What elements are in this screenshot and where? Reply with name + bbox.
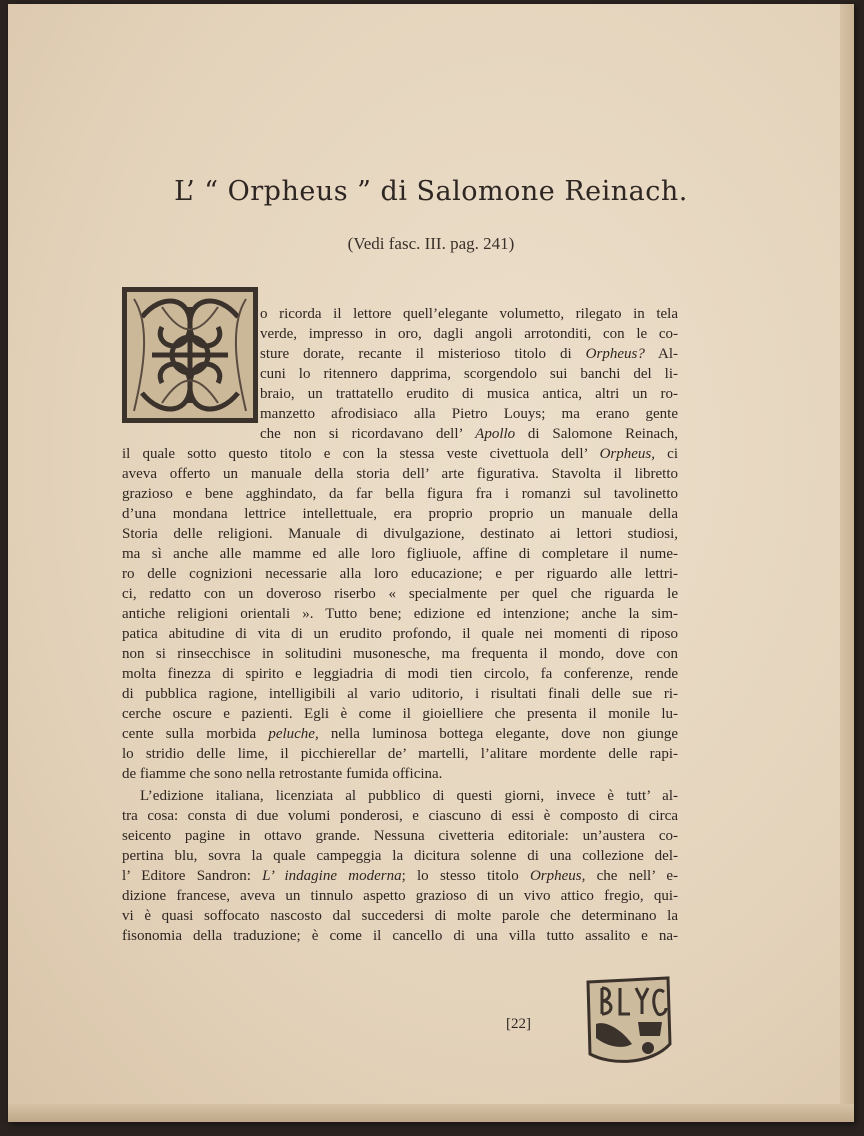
text-line: tra cosa: consta di due volumi ponderosi, e ciascuno di essi è composto di circa [122,808,678,824]
text-line: fisonomia della traduzione; è come il cancello di una villa tutto assalito e na- [122,928,678,944]
text-line: braio, un trattatello erudito di musica antica, altri un ro- [260,386,678,402]
text-line: molta finezza di spirito e leggiadria di modi tien circolo, fa conferenze, rende [122,666,678,682]
article-subtitle: (Vedi fasc. III. pag. 241) [347,234,515,253]
book-page [8,4,854,1122]
text-line: d’una mondana lettrice intellettuale, era proprio proprio un manuale della [122,506,678,522]
text-line: cente sulla morbida peluche, nella luminosa bottega elegante, dove non giunge [122,726,678,742]
text-line: manzetto afrodisiaco alla Pietro Louys; ma erano gente [260,406,678,422]
text-line: L’edizione italiana, licenziata al pubblico di questi giorni, invece è tutt’ al- [140,788,678,804]
text-line: de fiamme che sono nella retrostante fumida officina. [122,766,443,782]
text-line: sture dorate, recante il misterioso titolo di Orpheus? Al- [260,346,678,362]
article-title: L’ “ Orpheus ” di Salomone Reinach. [174,176,688,207]
text-line: seicento pagine in ottavo grande. Nessuna civetteria editoriale: un’austera co- [122,828,678,844]
text-line: di pubblica ragione, intelligibili al vario uditorio, i risultati finali delle sue ri- [122,686,678,702]
text-line: ma sì anche alle mamme ed alle loro figliuole, affine di completare il nume- [122,546,678,562]
text-line: antiche religioni orientali ». Tutto bene; edizione ed intenzione; anche la sim- [122,606,678,622]
text-line: ro delle cognizioni necessarie alla loro educazione; e per riguardo alle lettri- [122,566,678,582]
text-line: verde, impresso in oro, dagli angoli arrotonditi, con le co- [260,326,678,342]
page-edge [840,4,854,1122]
text-line: patica abitudine di vita di un erudito profondo, il quale nei momenti di riposo [122,626,678,642]
text-line: lo stridio delle lime, il picchierellar de’ martelli, l’alitare mordente delle rapi- [122,746,678,762]
text-line: cerche oscure e pazienti. Egli è come il gioielliere che presenta il monile lu- [122,706,678,722]
text-line: ci, redatto con un doveroso riserbo « specialmente per quel che riguarda le [122,586,678,602]
text-line: cuni lo ritennero dapprima, scorgendolo sui banchi del li- [260,366,678,382]
text-line: che non si ricordavano dell’ Apollo di Salomone Reinach, [260,426,679,442]
text-line: l’ Editore Sandron: L’ indagine moderna; lo stesso titolo Orpheus, che nell’ e- [122,868,678,884]
text-line: grazioso e bene agghindato, da far bella figura fra i romanzi sul tavolinetto [122,486,678,502]
page-bottom-edge [8,1104,854,1122]
text-line: pertina blu, sovra la quale campeggia la dicitura solenne di una collezione del- [122,848,678,864]
text-line: aveva offerto un manuale della storia dell’ arte figurativa. Stavolta il libretto [122,466,678,482]
text-line: vi è quasi soffocato nascosto dal succedersi di molte parole che determinano la [122,908,678,924]
text-line: Storia delle religioni. Manuale di divulgazione, destinato ai lettori studiosi, [122,526,678,542]
text-line: dizione francese, aveva un tinnulo aspetto grazioso di un vivo attico fregio, qui- [122,888,678,904]
page-number: [22] [506,1016,531,1032]
text-line: il quale sotto questo titolo e con la stessa veste civettuola dell’ Orpheus, ci [122,446,678,462]
text-line: o ricorda il lettore quell’elegante volumetto, rilegato in tela [260,306,678,322]
decorative-initial-icon [122,287,258,423]
text-line: non si rinsecchisce in solitudini musonesche, ma frequenta il mondo, dove con [122,646,678,662]
printer-mark-icon [582,974,674,1066]
